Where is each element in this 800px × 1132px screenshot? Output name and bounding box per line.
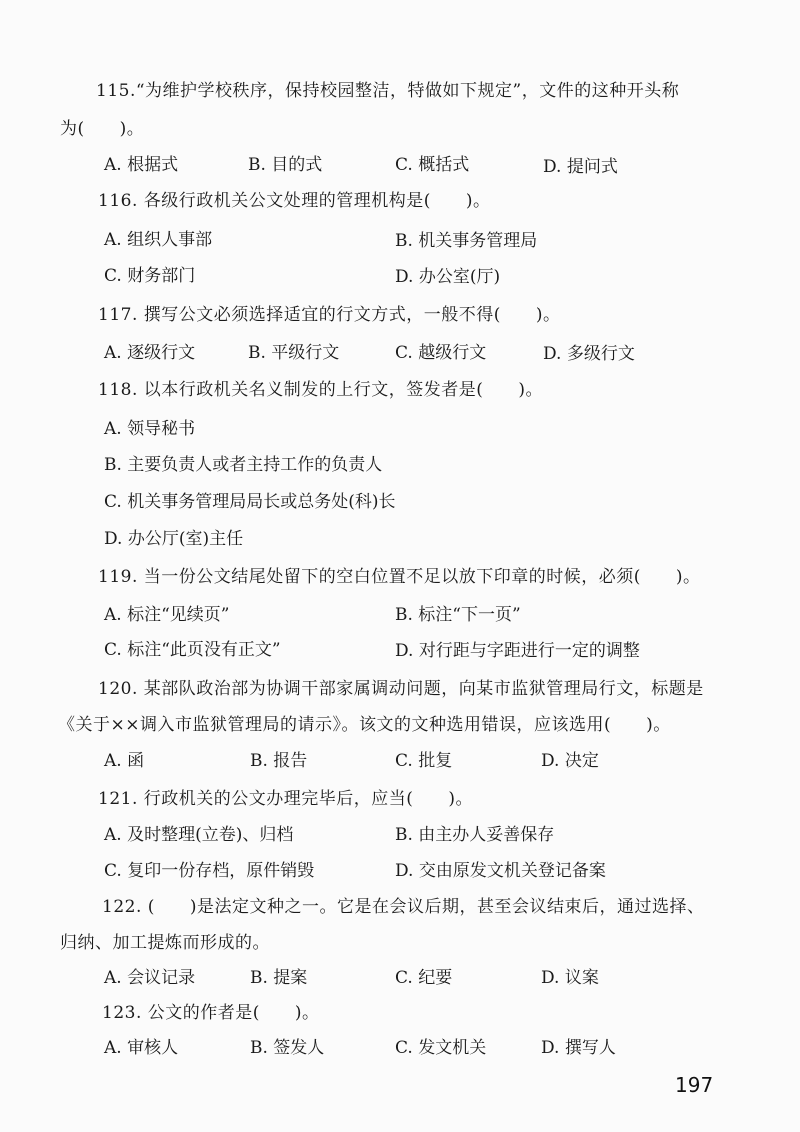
option-d: D. 办公室(厅) — [395, 267, 501, 287]
option-c: C. 越级行文 — [395, 343, 487, 363]
option-c: C. 纪要 — [395, 968, 453, 988]
option-c: C. 标注“此页没有正文” — [104, 640, 281, 660]
option-a: A. 根据式 — [104, 155, 179, 175]
option-b: B. 目的式 — [248, 155, 323, 175]
option-a: A. 组织人事部 — [104, 230, 213, 250]
option-d: D. 决定 — [541, 751, 599, 771]
option-d: D. 撰写人 — [541, 1038, 616, 1058]
option-c: C. 机关事务管理局局长或总务处(科)长 — [104, 492, 396, 512]
question-text: 为( )。 — [60, 119, 145, 139]
option-a: A. 逐级行文 — [104, 343, 196, 363]
question-text: 116. 各级行政机关公文处理的管理机构是( )。 — [98, 191, 491, 211]
option-b: B. 机关事务管理局 — [395, 231, 538, 251]
option-c: C. 批复 — [395, 751, 453, 771]
option-a: A. 会议记录 — [104, 968, 196, 988]
option-d: D. 对行距与字距进行一定的调整 — [395, 641, 640, 661]
option-b: B. 签发人 — [250, 1038, 325, 1058]
option-b: B. 报告 — [250, 751, 308, 771]
question-text: 122. ( )是法定文种之一。它是在会议后期，甚至会议结束后，通过选择、 — [102, 897, 705, 917]
question-text: 119. 当一份公文结尾处留下的空白位置不足以放下印章的时候，必须( )。 — [98, 567, 701, 587]
question-text: 117. 撰写公文必须选择适宜的行文方式，一般不得( )。 — [98, 305, 561, 325]
question-text: 118. 以本行政机关名义制发的上行文，签发者是( )。 — [98, 380, 544, 400]
option-d: D. 交由原发文机关登记备案 — [395, 861, 606, 881]
question-text: 115.“为维护学校秩序，保持校园整洁，特做如下规定”，文件的这种开头称 — [96, 81, 680, 101]
page-number: 197 — [675, 1073, 714, 1097]
option-c: C. 概括式 — [395, 155, 470, 175]
option-c: C. 财务部门 — [104, 266, 196, 286]
option-a: A. 审核人 — [104, 1038, 179, 1058]
option-b: B. 平级行文 — [248, 343, 340, 363]
option-a: A. 及时整理(立卷)、归档 — [104, 825, 294, 845]
option-b: B. 提案 — [250, 968, 308, 988]
question-text: 归纳、加工提炼而形成的。 — [60, 933, 270, 953]
option-a: A. 领导秘书 — [104, 419, 196, 439]
option-c: C. 复印一份存档，原件销毁 — [104, 861, 315, 881]
option-d: D. 办公厅(室)主任 — [104, 529, 244, 549]
question-text: 《关于××调入市监狱管理局的请示》。该文的文种选用错误，应该选用( )。 — [58, 715, 671, 735]
option-d: D. 提问式 — [543, 157, 618, 177]
option-a: A. 函 — [104, 751, 145, 771]
option-d: D. 多级行文 — [543, 344, 635, 364]
question-text: 123. 公文的作者是( )。 — [102, 1003, 320, 1023]
option-b: B. 由主办人妥善保存 — [395, 825, 555, 845]
question-text: 121. 行政机关的公文办理完毕后，应当( )。 — [98, 789, 474, 809]
option-c: C. 发文机关 — [395, 1038, 487, 1058]
option-a: A. 标注“见续页” — [104, 605, 230, 625]
option-d: D. 议案 — [541, 968, 599, 988]
question-text: 120. 某部队政治部为协调干部家属调动问题，向某市监狱管理局行文，标题是 — [98, 679, 704, 699]
option-b: B. 主要负责人或者主持工作的负责人 — [104, 455, 383, 475]
option-b: B. 标注“下一页” — [395, 605, 521, 625]
